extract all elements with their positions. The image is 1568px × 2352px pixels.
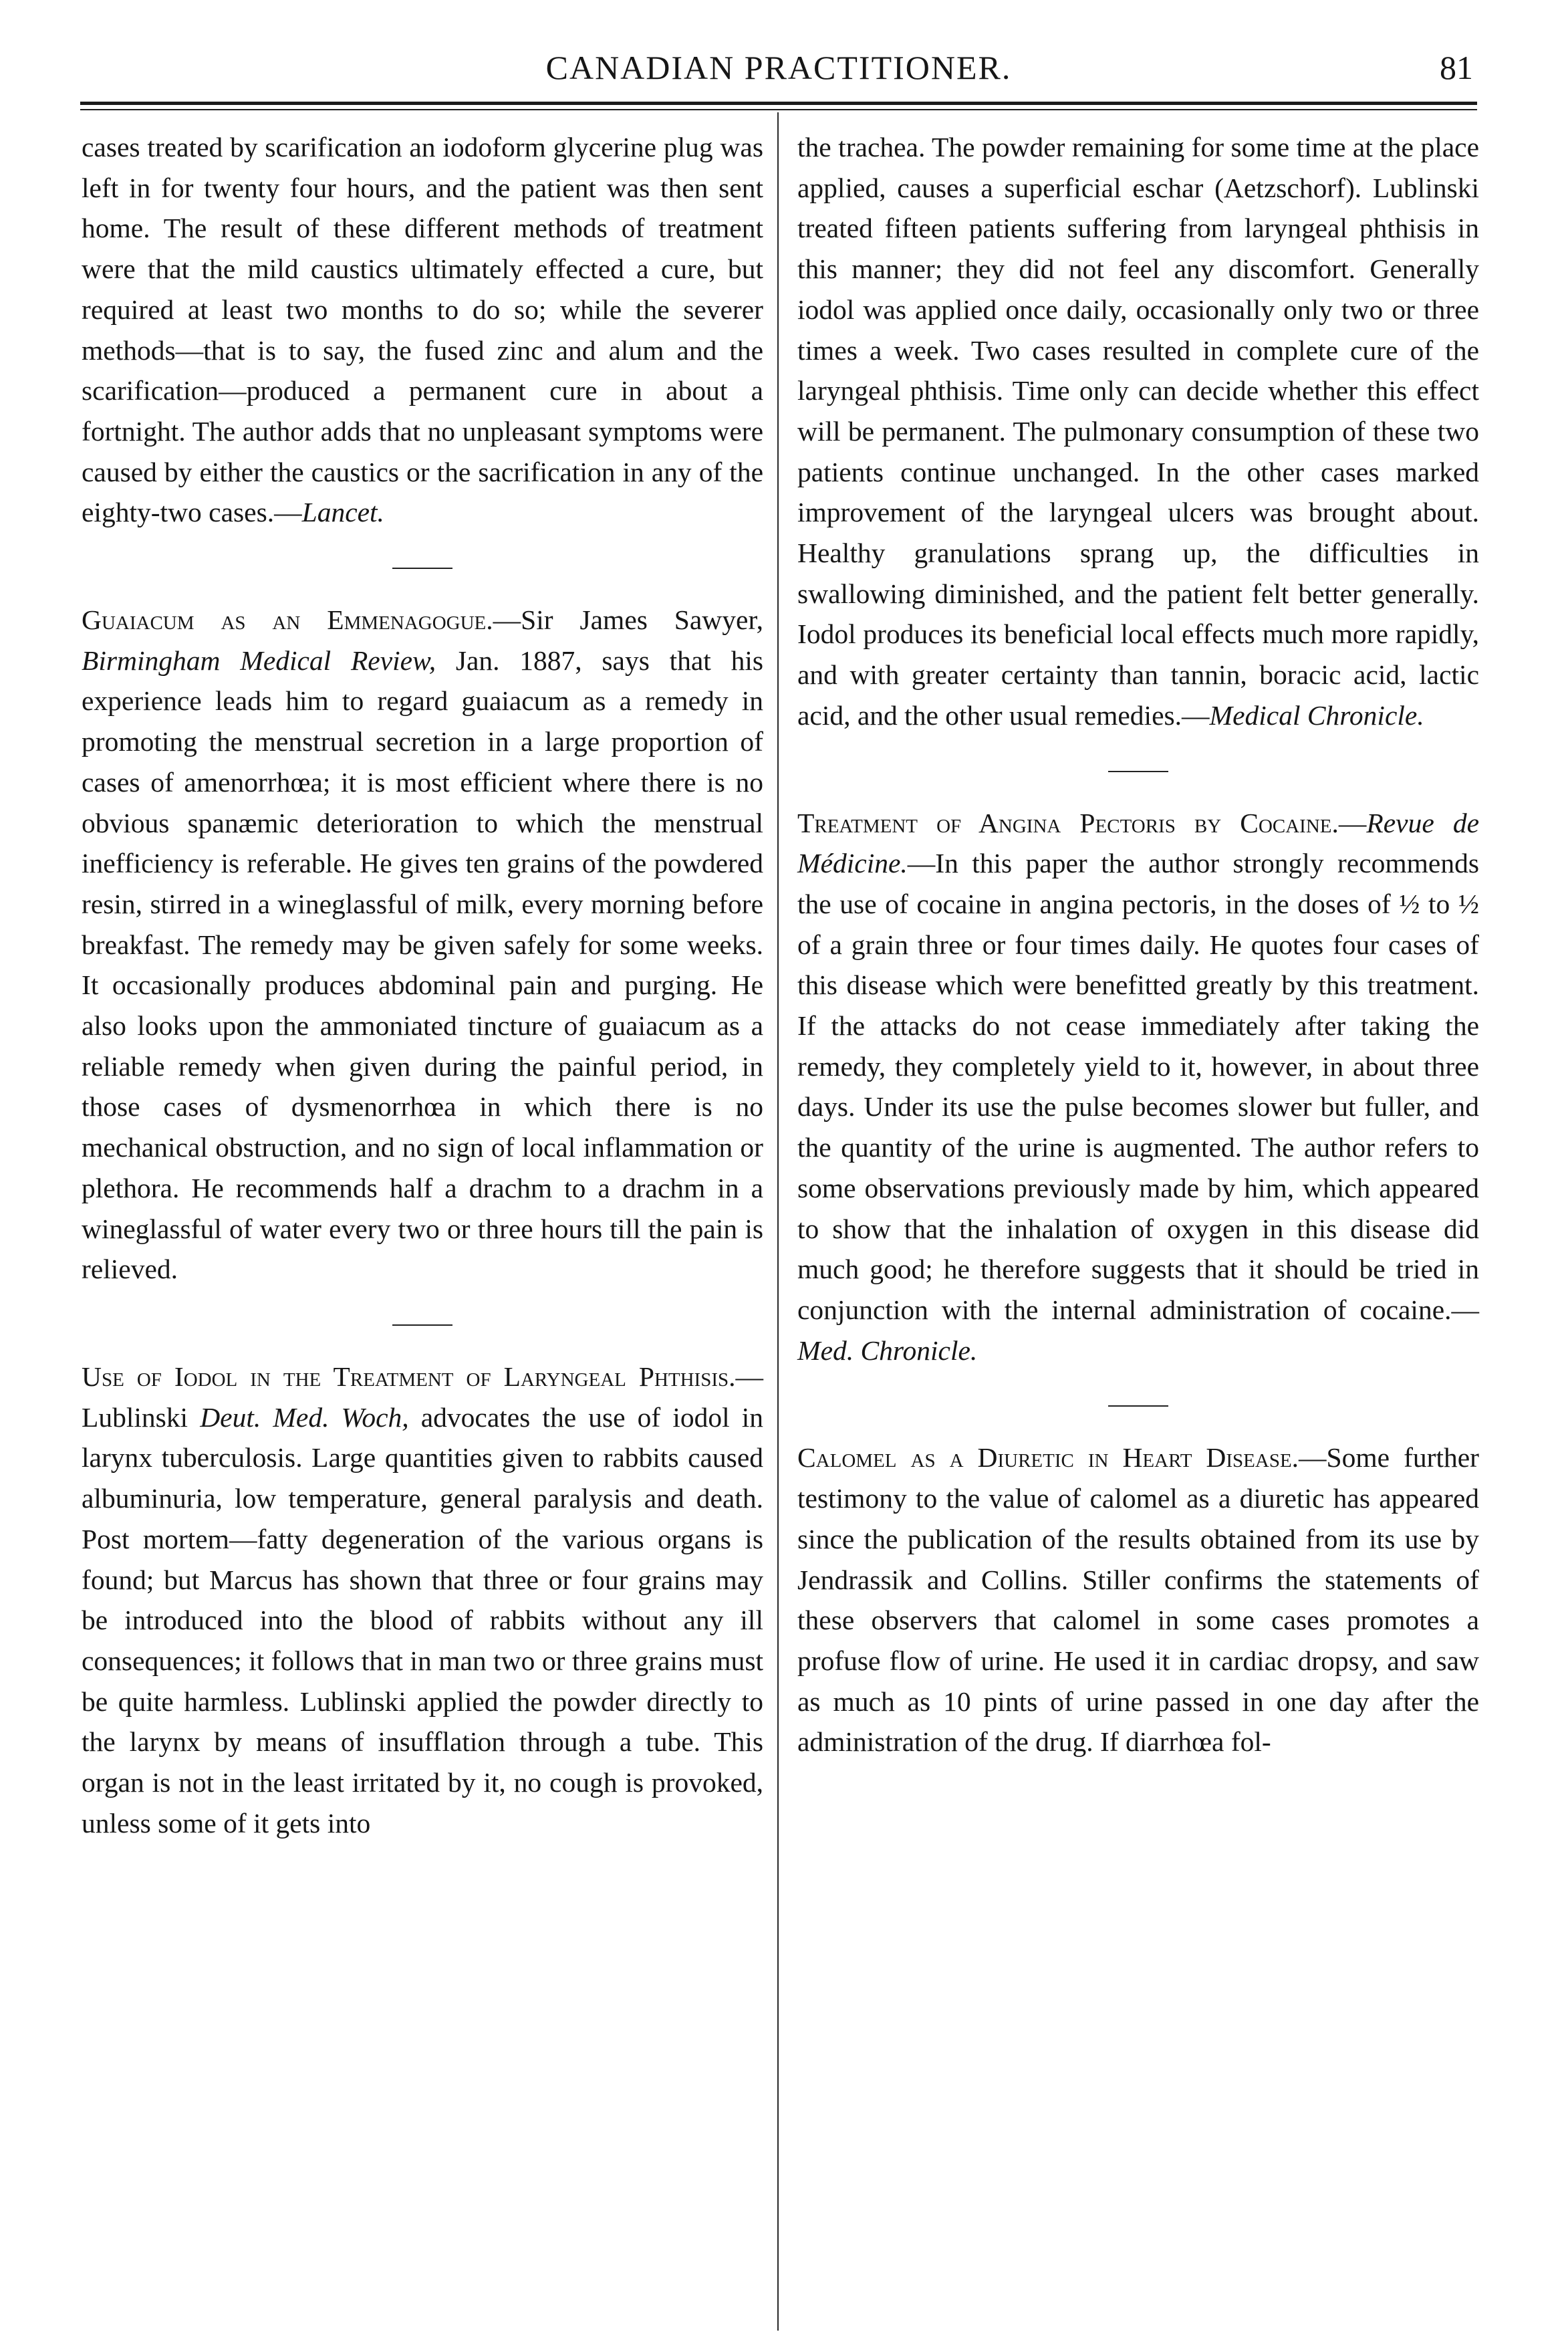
paragraph-text: — bbox=[1338, 807, 1367, 838]
left-column bbox=[82, 127, 763, 1843]
journal-name: Deut. Med. Woch, bbox=[200, 1401, 409, 1433]
paragraph-text: —Lublinski bbox=[82, 1361, 763, 1433]
running-title: CANADIAN PRACTITIONER. bbox=[545, 49, 1012, 86]
header-rule-thin bbox=[80, 109, 1477, 110]
paragraph-text: the trachea. The powder remaining for some time at the place applied, causes a superficial eschar (Aetzschorf). Lublinski treated fifteen patients suffering from laryngeal phthisis in this manner; they did not feel any discomfort. Generally iodol was applied once daily, occasionally only two or three times a week. Two cases resulted in complete cure of the laryngeal phthisis. Time only can decide whether this effect will be permanent. The pulmonary consumption of these two patients continue unchanged. In the other cases marked improvement of the laryngeal ulcers was brought about. Healthy granulations sprang up, the difficulties in swallowing diminished, and the patient felt better generally. Iodol produces its beneficial local effects much more rapidly, and with greater certainty than tannin, boracic acid, lactic acid, and the other usual remedies.— bbox=[797, 132, 1479, 731]
right-column bbox=[797, 127, 1479, 1762]
article-heading: Treatment of Angina Pectoris by Cocaine. bbox=[797, 807, 1339, 838]
section-separator bbox=[1108, 1405, 1168, 1407]
journal-name: Revue de Médicine. bbox=[797, 807, 1479, 879]
paragraph-text: Jan. 1887, says that his experience leads him to regard guaiacum as a remedy in promoting the menstrual secretion in a large proportion of cases of amenorrhœa; it is most efficient where there is no obvious spanæmic deterioration to which the menstrual inefficiency is referable. He gives ten grains of the powdered resin, stirred in a wineglassful of milk, every morning before breakfast. The remedy may be given safely for some weeks. It occasionally produces abdominal pain and purging. He also looks upon the ammoniated tincture of guaiacum as a reliable remedy when given during the painful period, in those cases of dysmenorrhœa in which there is no mechanical obstruction, and no sign of local inflammation or plethora. He recommends half a drachm to a drachm in a wineglassful of water every two or three hours till the pain is relieved. bbox=[82, 644, 763, 1285]
article-heading: Calomel as a Diuretic in Heart Disease. bbox=[797, 1442, 1299, 1474]
article-angina-cocaine bbox=[797, 803, 1479, 1371]
page-header bbox=[80, 39, 1477, 99]
source-citation: Med. Chronicle. bbox=[797, 1334, 978, 1366]
source-citation: Medical Chronicle. bbox=[1209, 699, 1424, 731]
article-iodol-continued bbox=[797, 127, 1479, 736]
section-separator bbox=[1108, 771, 1168, 772]
paragraph-text: cases treated by scarification an iodoform glycerine plug was left in for twenty four hours, and the patient was then sent home. The result of these different methods of treatment were that the mild caustics ultimately effected a cure, but required at least two months to do so; while the severer methods—that is to say, the fused zinc and alum and the scarification—produced a permanent cure in about a fortnight. The author adds that no unpleasant symptoms were caused by either the caustics or the sacrification in any of the eighty-two cases.— bbox=[82, 132, 763, 528]
paragraph-text: —In this paper the author strongly recommends the use of cocaine in angina pectoris, in the doses of ½ to ½ of a grain three or four times daily. He quotes four cases of this disease which were benefitted greatly by this treatment. If the attacks do not cease immediately after taking the remedy, they completely yield to it, however, in about three days. Under its use the pulse becomes slower but fuller, and the quantity of the urine is augmented. The author refers to some observations previously made by him, which appeared to show that the inhalation of oxygen in this disease did much good; he therefore suggests that it should be tried in conjunction with the internal administration of cocaine.— bbox=[797, 848, 1479, 1325]
paragraph-text: —Some further testimony to the value of calomel as a diuretic has appeared since the publication of the results obtained from its use by Jendrassik and Collins. Stiller confirms the statements of these observers that calomel in some cases promotes a profuse flow of urine. He used it in cardiac dropsy, and saw as much as 10 pints of urine passed in one day after the administration of the drug. If diarrhœa fol- bbox=[797, 1442, 1479, 1758]
article-heading: Use of Iodol in the Treatment of Laryngeal Phthisis. bbox=[82, 1361, 736, 1392]
article-heading: Guaiacum as an Emmenagogue. bbox=[82, 604, 493, 636]
page-number: 81 bbox=[1440, 49, 1473, 86]
section-separator bbox=[392, 1324, 452, 1326]
source-citation: Lancet. bbox=[301, 497, 384, 528]
paragraph-text: advocates the use of iodol in larynx tuberculosis. Large quantities given to rabbits caused albuminuria, low temperature, general paralysis and death. Post mortem—fatty degeneration of the various organs is found; but Marcus has shown that three or four grains may be introduced into the blood of rabbits without any ill consequences; it follows that in man two or three grains must be quite harmless. Lublinski applied the powder directly to the larynx by means of insufflation through a tube. This organ is not in the least irritated by it, no cough is provoked, unless some of it gets into bbox=[82, 1401, 764, 1839]
column-divider bbox=[777, 112, 779, 2331]
article-guaiacum bbox=[82, 600, 763, 1290]
article-calomel bbox=[797, 1437, 1479, 1762]
article-scarification-continued bbox=[82, 127, 763, 533]
section-separator bbox=[392, 568, 452, 569]
header-rule-thick bbox=[80, 102, 1477, 105]
paragraph-text: —Sir James Sawyer, bbox=[493, 604, 763, 636]
journal-name: Birmingham Medical Review, bbox=[82, 644, 436, 676]
article-iodol bbox=[82, 1357, 763, 1843]
